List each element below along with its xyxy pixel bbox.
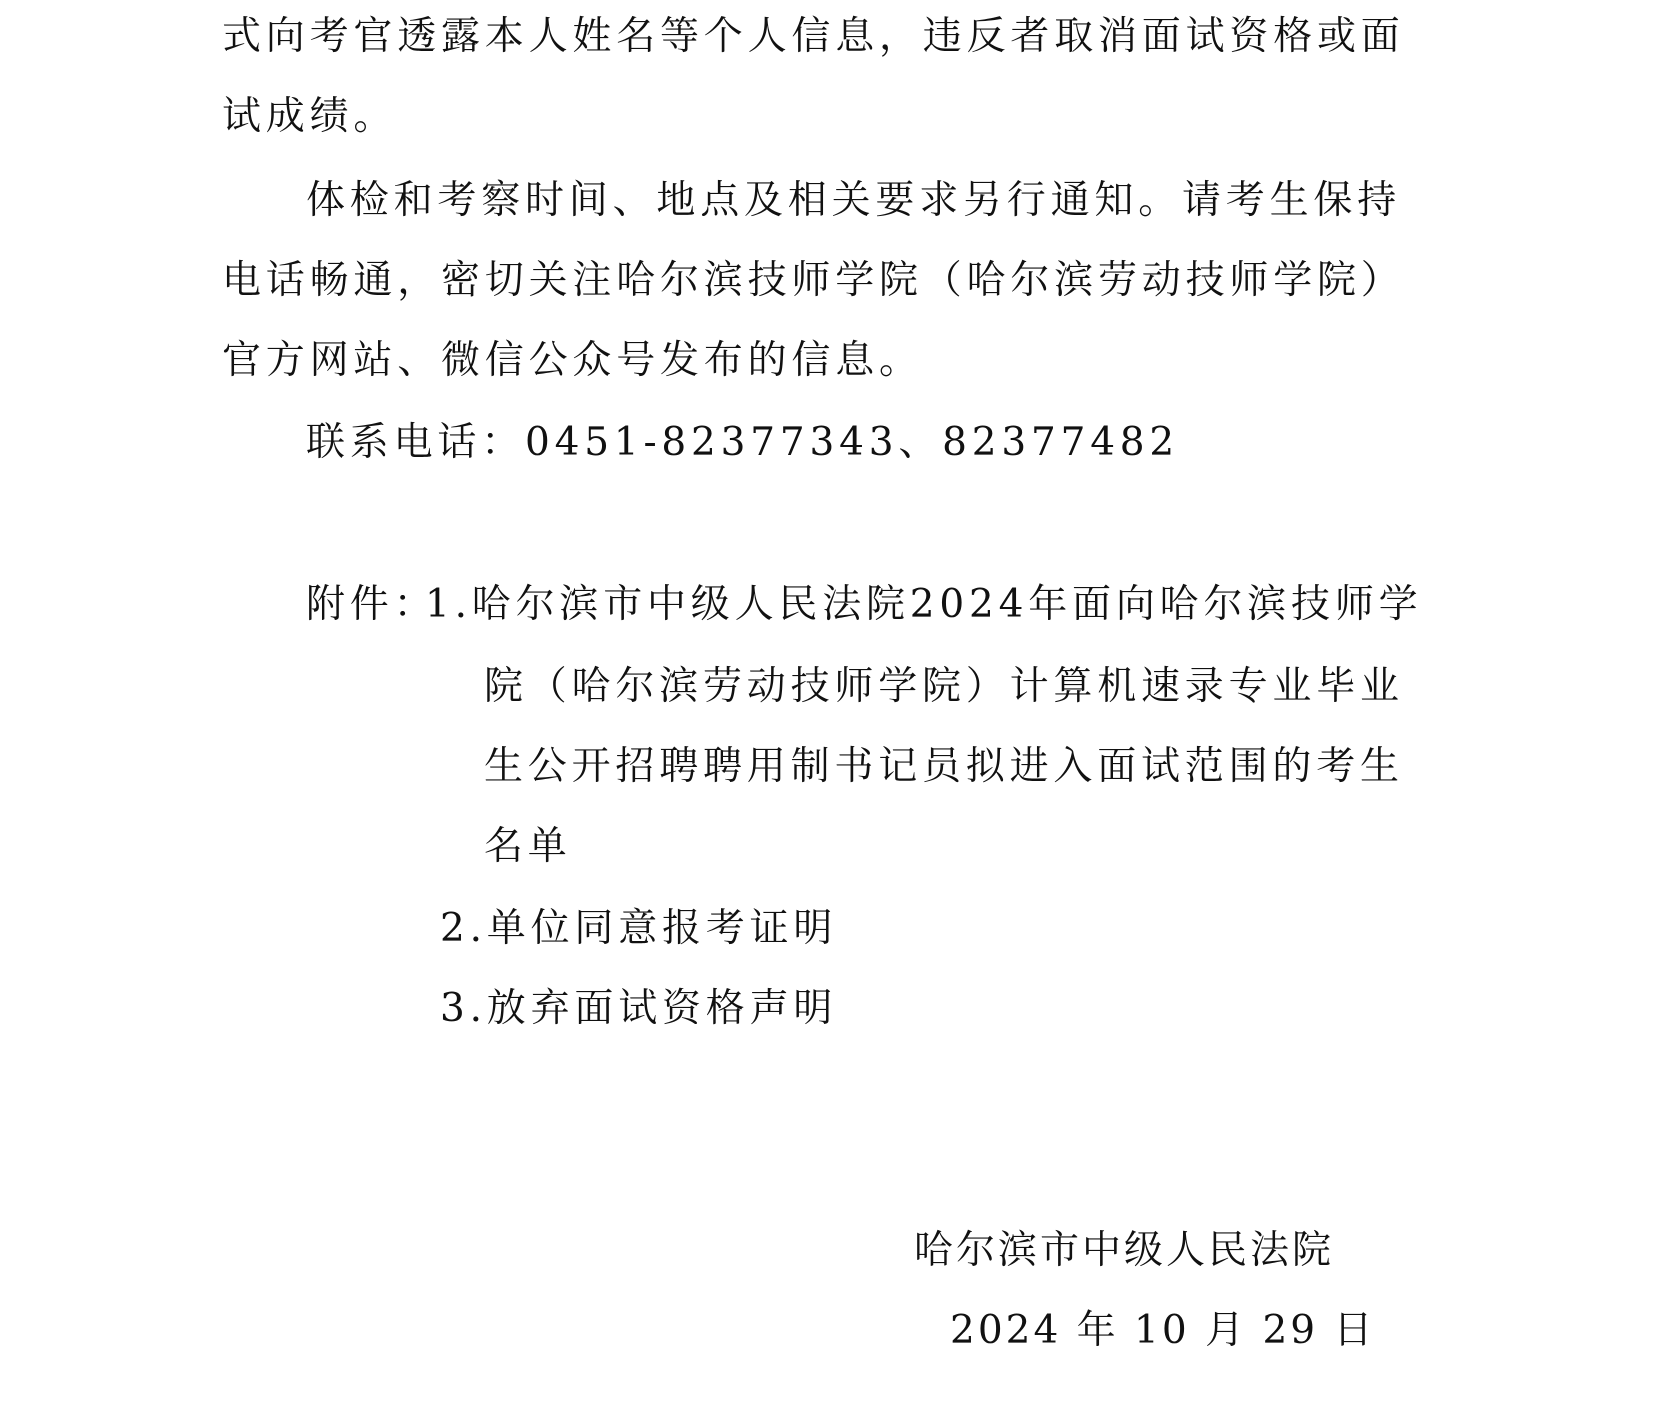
attachment-1-line-2: 院（哈尔滨劳动技师学院）计算机速录专业毕业 xyxy=(484,664,1404,709)
attachments-label: 附件： xyxy=(306,582,438,627)
signature-organization: 哈尔滨市中级人民法院 xyxy=(914,1228,1335,1273)
attachment-1-line-3: 生公开招聘聘用制书记员拟进入面试范围的考生 xyxy=(484,744,1404,789)
attachment-1-line-4: 名单 xyxy=(484,824,572,869)
attachment-3: 3.放弃面试资格声明 xyxy=(440,986,838,1031)
paragraph-2-line-3: 官方网站、微信公众号发布的信息。 xyxy=(222,338,923,383)
paragraph-2-line-1: 体检和考察时间、地点及相关要求另行通知。请考生保持 xyxy=(306,178,1402,223)
paragraph-1-line-2: 试成绩。 xyxy=(222,94,398,139)
signature-date: 2024 年 10 月 29 日 xyxy=(950,1308,1376,1353)
attachment-1-line-1: 1.哈尔滨市中级人民法院2024年面向哈尔滨技师学 xyxy=(425,582,1423,627)
attachment-2: 2.单位同意报考证明 xyxy=(440,906,838,951)
contact-phone: 联系电话：0451-82377343、82377482 xyxy=(306,420,1180,465)
paragraph-2-line-2: 电话畅通，密切关注哈尔滨技师学院（哈尔滨劳动技师学院） xyxy=(222,258,1405,303)
paragraph-1-line-1: 式向考官透露本人姓名等个人信息，违反者取消面试资格或面 xyxy=(222,14,1405,59)
